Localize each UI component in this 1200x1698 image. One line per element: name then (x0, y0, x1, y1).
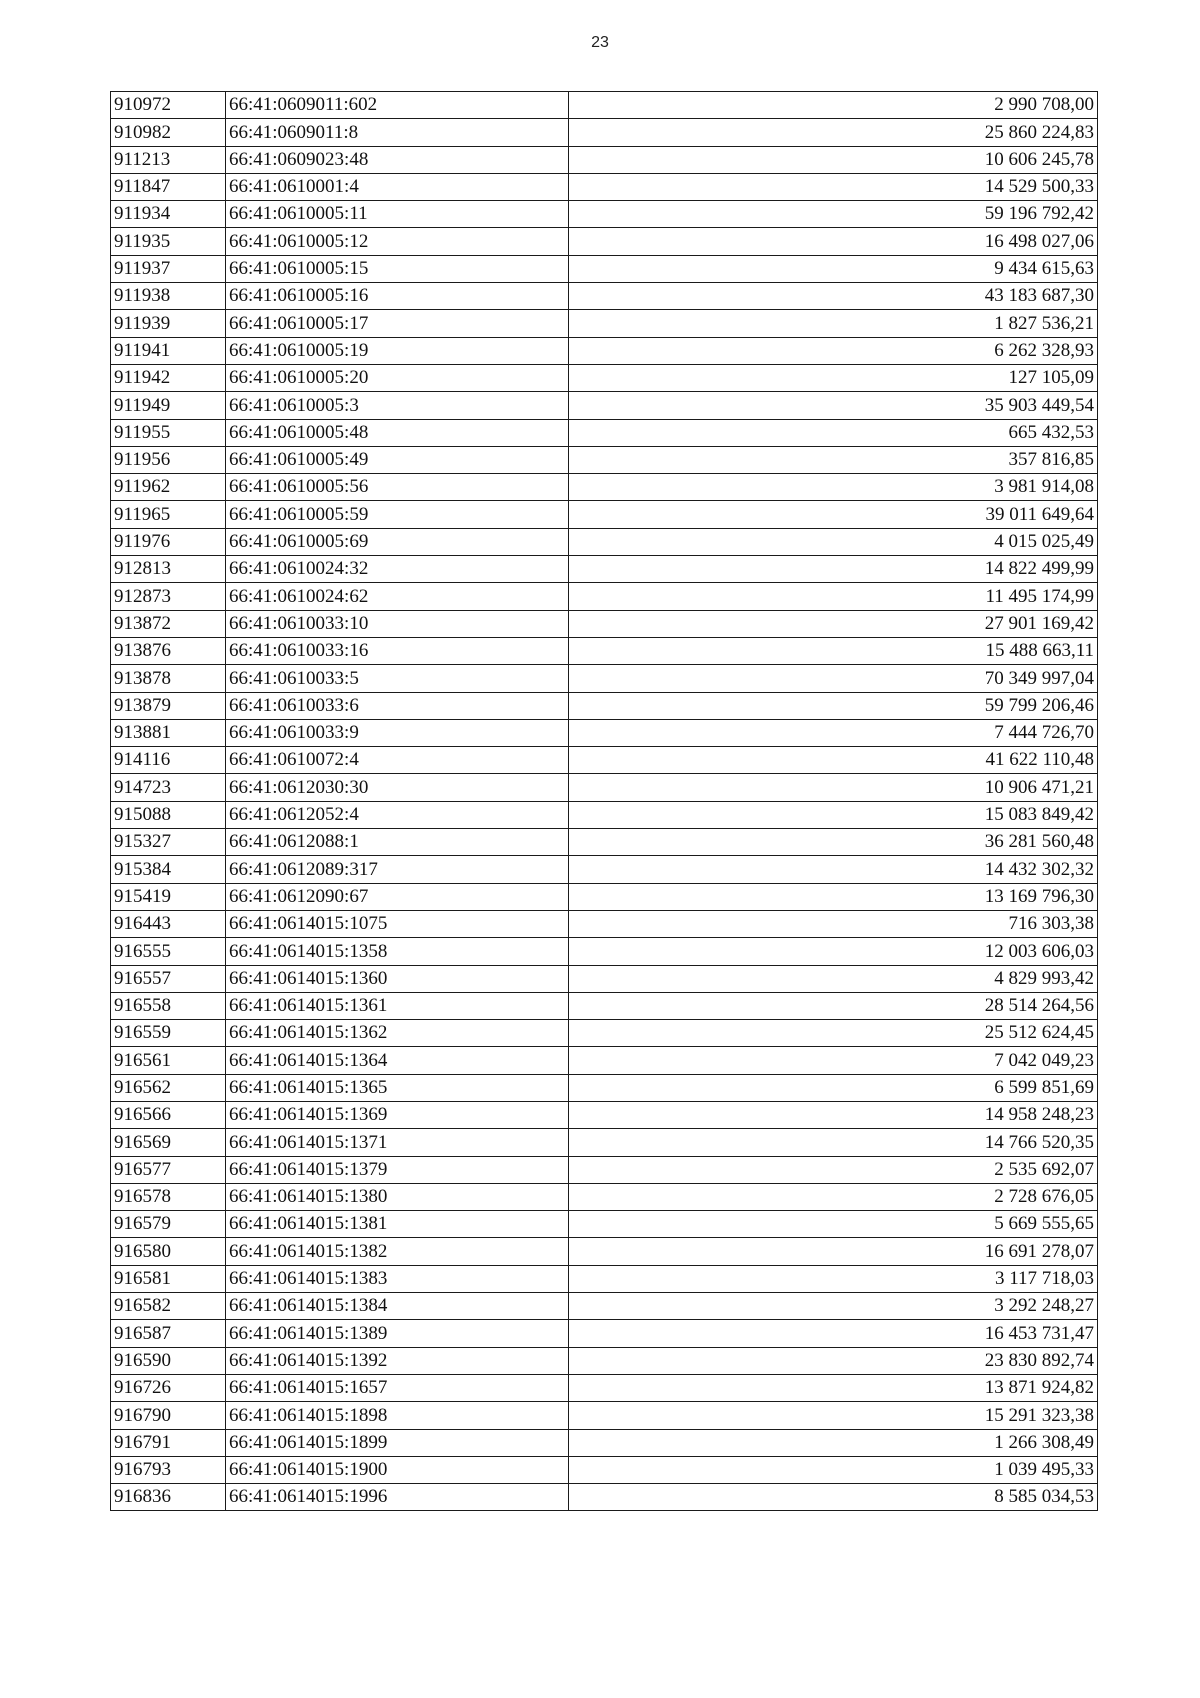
table-row (111, 583, 1098, 610)
cell-cadastral-number: 66:41:0614015:1380 (226, 1183, 569, 1210)
cell-object-id: 911934 (111, 201, 226, 228)
table-row (111, 610, 1098, 637)
table-row (111, 283, 1098, 310)
cell-cadastral-number: 66:41:0614015:1389 (226, 1320, 569, 1347)
table-row (111, 1402, 1098, 1429)
table-row (111, 637, 1098, 664)
cell-object-id: 916555 (111, 938, 226, 965)
cell-cadastral-number: 66:41:0610005:56 (226, 474, 569, 501)
cell-object-id: 916590 (111, 1347, 226, 1374)
cell-cadastral-value: 3 292 248,27 (569, 1293, 1098, 1320)
cell-cadastral-value: 10 606 245,78 (569, 146, 1098, 173)
cell-cadastral-value: 14 958 248,23 (569, 1101, 1098, 1128)
table-row (111, 1183, 1098, 1210)
table-row (111, 1211, 1098, 1238)
table-row (111, 1156, 1098, 1183)
cell-object-id: 911955 (111, 419, 226, 446)
cell-cadastral-value: 27 901 169,42 (569, 610, 1098, 637)
cell-cadastral-value: 357 816,85 (569, 446, 1098, 473)
cell-cadastral-number: 66:41:0614015:1900 (226, 1456, 569, 1483)
cell-cadastral-value: 4 829 993,42 (569, 965, 1098, 992)
registry-table-body (111, 92, 1098, 1511)
cell-cadastral-number: 66:41:0614015:1379 (226, 1156, 569, 1183)
table-row (111, 938, 1098, 965)
table-row (111, 692, 1098, 719)
table-row (111, 1320, 1098, 1347)
table-row (111, 1238, 1098, 1265)
cell-cadastral-number: 66:41:0610005:69 (226, 528, 569, 555)
table-row (111, 364, 1098, 391)
cell-cadastral-number: 66:41:0610005:12 (226, 228, 569, 255)
table-row (111, 528, 1098, 555)
cell-cadastral-number: 66:41:0614015:1371 (226, 1129, 569, 1156)
table-row (111, 774, 1098, 801)
cell-object-id: 911949 (111, 392, 226, 419)
cell-cadastral-value: 2 990 708,00 (569, 92, 1098, 119)
cell-cadastral-value: 6 599 851,69 (569, 1074, 1098, 1101)
cell-cadastral-number: 66:41:0609023:48 (226, 146, 569, 173)
cell-cadastral-value: 12 003 606,03 (569, 938, 1098, 965)
cell-object-id: 916578 (111, 1183, 226, 1210)
cell-cadastral-number: 66:41:0609011:602 (226, 92, 569, 119)
cell-cadastral-value: 4 015 025,49 (569, 528, 1098, 555)
cell-object-id: 914723 (111, 774, 226, 801)
cell-object-id: 912873 (111, 583, 226, 610)
cell-cadastral-value: 70 349 997,04 (569, 665, 1098, 692)
cell-cadastral-value: 59 196 792,42 (569, 201, 1098, 228)
cell-cadastral-value: 36 281 560,48 (569, 829, 1098, 856)
cell-object-id: 913879 (111, 692, 226, 719)
table-row (111, 173, 1098, 200)
cell-object-id: 911939 (111, 310, 226, 337)
cell-object-id: 914116 (111, 747, 226, 774)
cell-cadastral-value: 14 529 500,33 (569, 173, 1098, 200)
cell-object-id: 916580 (111, 1238, 226, 1265)
cell-cadastral-value: 43 183 687,30 (569, 283, 1098, 310)
table-row (111, 1101, 1098, 1128)
cell-object-id: 916791 (111, 1429, 226, 1456)
cell-cadastral-number: 66:41:0609011:8 (226, 119, 569, 146)
cell-object-id: 916836 (111, 1484, 226, 1511)
table-row (111, 883, 1098, 910)
cell-cadastral-value: 41 622 110,48 (569, 747, 1098, 774)
cell-cadastral-value: 28 514 264,56 (569, 992, 1098, 1019)
table-row (111, 1047, 1098, 1074)
cell-cadastral-number: 66:41:0610005:16 (226, 283, 569, 310)
cell-cadastral-value: 2 728 676,05 (569, 1183, 1098, 1210)
table-row (111, 1374, 1098, 1401)
cell-cadastral-value: 16 498 027,06 (569, 228, 1098, 255)
cell-object-id: 916557 (111, 965, 226, 992)
cell-object-id: 911937 (111, 255, 226, 282)
cell-object-id: 910982 (111, 119, 226, 146)
cell-cadastral-value: 3 117 718,03 (569, 1265, 1098, 1292)
cell-cadastral-number: 66:41:0614015:1361 (226, 992, 569, 1019)
table-row (111, 965, 1098, 992)
cell-cadastral-number: 66:41:0612090:67 (226, 883, 569, 910)
cell-object-id: 916443 (111, 910, 226, 937)
cell-object-id: 911935 (111, 228, 226, 255)
cell-cadastral-number: 66:41:0610033:5 (226, 665, 569, 692)
table-row (111, 392, 1098, 419)
table-row (111, 92, 1098, 119)
cell-cadastral-value: 10 906 471,21 (569, 774, 1098, 801)
table-row (111, 255, 1098, 282)
cell-cadastral-value: 7 444 726,70 (569, 719, 1098, 746)
cell-object-id: 915384 (111, 856, 226, 883)
cell-object-id: 915327 (111, 829, 226, 856)
cell-cadastral-number: 66:41:0614015:1392 (226, 1347, 569, 1374)
table-row (111, 474, 1098, 501)
table-row (111, 556, 1098, 583)
table-row (111, 337, 1098, 364)
table-row (111, 1293, 1098, 1320)
cell-cadastral-value: 8 585 034,53 (569, 1484, 1098, 1511)
cell-cadastral-value: 39 011 649,64 (569, 501, 1098, 528)
table-row (111, 446, 1098, 473)
cell-cadastral-value: 5 669 555,65 (569, 1211, 1098, 1238)
table-row (111, 719, 1098, 746)
registry-table (110, 91, 1098, 1511)
cell-cadastral-value: 1 039 495,33 (569, 1456, 1098, 1483)
cell-cadastral-value: 665 432,53 (569, 419, 1098, 446)
cell-cadastral-value: 25 860 224,83 (569, 119, 1098, 146)
table-row (111, 1429, 1098, 1456)
table-row (111, 1074, 1098, 1101)
cell-cadastral-value: 15 488 663,11 (569, 637, 1098, 664)
table-row (111, 1020, 1098, 1047)
cell-cadastral-number: 66:41:0610005:11 (226, 201, 569, 228)
table-row (111, 1129, 1098, 1156)
table-row (111, 1484, 1098, 1511)
cell-cadastral-value: 16 453 731,47 (569, 1320, 1098, 1347)
cell-object-id: 916587 (111, 1320, 226, 1347)
cell-object-id: 916579 (111, 1211, 226, 1238)
table-row (111, 201, 1098, 228)
table-row (111, 1456, 1098, 1483)
cell-object-id: 916558 (111, 992, 226, 1019)
cell-object-id: 915088 (111, 801, 226, 828)
table-row (111, 119, 1098, 146)
cell-cadastral-value: 1 266 308,49 (569, 1429, 1098, 1456)
cell-cadastral-number: 66:41:0614015:1382 (226, 1238, 569, 1265)
cell-cadastral-number: 66:41:0610072:4 (226, 747, 569, 774)
cell-cadastral-value: 1 827 536,21 (569, 310, 1098, 337)
cell-cadastral-value: 6 262 328,93 (569, 337, 1098, 364)
cell-object-id: 915419 (111, 883, 226, 910)
table-row (111, 419, 1098, 446)
cell-cadastral-value: 23 830 892,74 (569, 1347, 1098, 1374)
cell-cadastral-value: 9 434 615,63 (569, 255, 1098, 282)
cell-cadastral-number: 66:41:0610024:32 (226, 556, 569, 583)
cell-cadastral-number: 66:41:0610005:19 (226, 337, 569, 364)
cell-cadastral-number: 66:41:0610005:3 (226, 392, 569, 419)
cell-cadastral-number: 66:41:0610001:4 (226, 173, 569, 200)
cell-object-id: 916569 (111, 1129, 226, 1156)
cell-object-id: 916566 (111, 1101, 226, 1128)
cell-cadastral-number: 66:41:0610005:48 (226, 419, 569, 446)
table-row (111, 1347, 1098, 1374)
cell-cadastral-number: 66:41:0612089:317 (226, 856, 569, 883)
cell-object-id: 913872 (111, 610, 226, 637)
cell-object-id: 912813 (111, 556, 226, 583)
cell-cadastral-number: 66:41:0610033:6 (226, 692, 569, 719)
cell-cadastral-number: 66:41:0614015:1899 (226, 1429, 569, 1456)
cell-object-id: 911941 (111, 337, 226, 364)
cell-cadastral-number: 66:41:0612088:1 (226, 829, 569, 856)
cell-cadastral-number: 66:41:0612030:30 (226, 774, 569, 801)
cell-cadastral-number: 66:41:0612052:4 (226, 801, 569, 828)
table-row (111, 665, 1098, 692)
cell-object-id: 913878 (111, 665, 226, 692)
cell-cadastral-number: 66:41:0610033:16 (226, 637, 569, 664)
table-row (111, 228, 1098, 255)
cell-cadastral-value: 3 981 914,08 (569, 474, 1098, 501)
cell-object-id: 916559 (111, 1020, 226, 1047)
cell-cadastral-number: 66:41:0614015:1383 (226, 1265, 569, 1292)
cell-cadastral-number: 66:41:0614015:1364 (226, 1047, 569, 1074)
cell-cadastral-value: 13 169 796,30 (569, 883, 1098, 910)
table-row (111, 992, 1098, 1019)
cell-object-id: 916726 (111, 1374, 226, 1401)
page-number: 23 (591, 34, 609, 51)
cell-cadastral-number: 66:41:0610033:9 (226, 719, 569, 746)
cell-cadastral-number: 66:41:0614015:1898 (226, 1402, 569, 1429)
cell-cadastral-value: 127 105,09 (569, 364, 1098, 391)
cell-cadastral-number: 66:41:0614015:1381 (226, 1211, 569, 1238)
cell-object-id: 916562 (111, 1074, 226, 1101)
cell-cadastral-value: 14 822 499,99 (569, 556, 1098, 583)
table-row (111, 856, 1098, 883)
cell-cadastral-value: 15 291 323,38 (569, 1402, 1098, 1429)
cell-object-id: 916561 (111, 1047, 226, 1074)
cell-cadastral-number: 66:41:0610005:20 (226, 364, 569, 391)
cell-cadastral-number: 66:41:0610024:62 (226, 583, 569, 610)
cell-cadastral-number: 66:41:0614015:1360 (226, 965, 569, 992)
cell-object-id: 910972 (111, 92, 226, 119)
cell-cadastral-number: 66:41:0614015:1362 (226, 1020, 569, 1047)
cell-object-id: 916582 (111, 1293, 226, 1320)
cell-cadastral-number: 66:41:0610005:15 (226, 255, 569, 282)
cell-cadastral-value: 14 766 520,35 (569, 1129, 1098, 1156)
table-row (111, 747, 1098, 774)
cell-object-id: 911965 (111, 501, 226, 528)
table-row (111, 146, 1098, 173)
cell-object-id: 911962 (111, 474, 226, 501)
cell-cadastral-number: 66:41:0614015:1384 (226, 1293, 569, 1320)
cell-cadastral-value: 7 042 049,23 (569, 1047, 1098, 1074)
cell-cadastral-number: 66:41:0610005:49 (226, 446, 569, 473)
cell-cadastral-number: 66:41:0610033:10 (226, 610, 569, 637)
cell-cadastral-value: 11 495 174,99 (569, 583, 1098, 610)
cell-cadastral-number: 66:41:0614015:1075 (226, 910, 569, 937)
cell-object-id: 911847 (111, 173, 226, 200)
cell-cadastral-value: 14 432 302,32 (569, 856, 1098, 883)
cell-cadastral-value: 15 083 849,42 (569, 801, 1098, 828)
cell-cadastral-number: 66:41:0610005:59 (226, 501, 569, 528)
cell-object-id: 911938 (111, 283, 226, 310)
table-row (111, 501, 1098, 528)
cell-cadastral-value: 16 691 278,07 (569, 1238, 1098, 1265)
cell-cadastral-number: 66:41:0614015:1657 (226, 1374, 569, 1401)
cell-cadastral-value: 25 512 624,45 (569, 1020, 1098, 1047)
cell-cadastral-value: 59 799 206,46 (569, 692, 1098, 719)
cell-object-id: 916790 (111, 1402, 226, 1429)
cell-object-id: 911976 (111, 528, 226, 555)
cell-cadastral-value: 13 871 924,82 (569, 1374, 1098, 1401)
cell-object-id: 911213 (111, 146, 226, 173)
cell-cadastral-value: 2 535 692,07 (569, 1156, 1098, 1183)
cell-object-id: 916577 (111, 1156, 226, 1183)
cell-cadastral-number: 66:41:0614015:1365 (226, 1074, 569, 1101)
table-row (111, 910, 1098, 937)
cell-object-id: 913881 (111, 719, 226, 746)
cell-cadastral-value: 35 903 449,54 (569, 392, 1098, 419)
table-row (111, 801, 1098, 828)
cell-object-id: 916581 (111, 1265, 226, 1292)
cell-cadastral-number: 66:41:0614015:1996 (226, 1484, 569, 1511)
cell-object-id: 911956 (111, 446, 226, 473)
cell-cadastral-value: 716 303,38 (569, 910, 1098, 937)
cell-cadastral-number: 66:41:0610005:17 (226, 310, 569, 337)
table-row (111, 310, 1098, 337)
cell-object-id: 911942 (111, 364, 226, 391)
table-row (111, 1265, 1098, 1292)
cell-cadastral-number: 66:41:0614015:1358 (226, 938, 569, 965)
cell-object-id: 916793 (111, 1456, 226, 1483)
table-row (111, 829, 1098, 856)
cell-object-id: 913876 (111, 637, 226, 664)
cell-cadastral-number: 66:41:0614015:1369 (226, 1101, 569, 1128)
